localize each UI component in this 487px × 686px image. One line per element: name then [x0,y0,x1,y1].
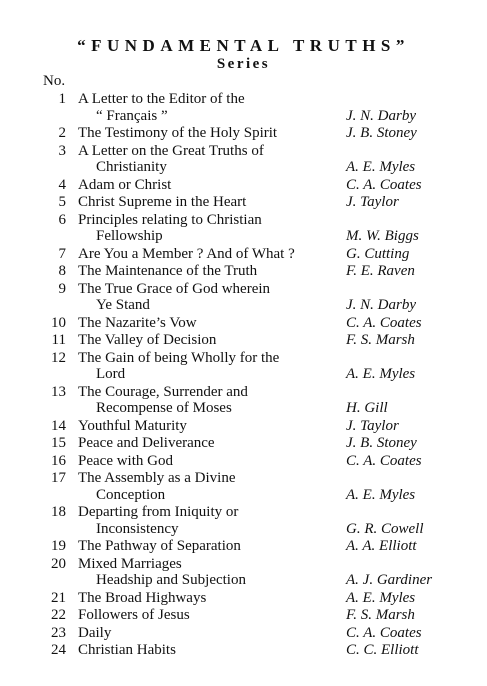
item-number: 19 [51,538,66,554]
item-title-continuation: Ye Stand [96,297,150,313]
list-item [0,642,487,660]
list-item [0,143,487,177]
item-number: 4 [58,176,66,193]
item-number: 6 [58,211,66,228]
list-item [0,470,487,504]
item-number: 9 [58,280,66,297]
list-item [0,418,487,436]
item-number: 14 [51,417,66,434]
item-title: Christian Habits [78,642,176,658]
list-item [0,625,487,643]
item-title: Peace and Deliverance [78,435,215,451]
item-title-continuation: Conception [96,486,166,503]
item-title: The Broad Highways [78,589,207,606]
item-title: Mixed Marriages [78,555,182,572]
number-column-label: No. [43,73,66,89]
item-number: 22 [51,607,66,623]
item-number: 8 [58,263,66,279]
item-title: Christ Supreme in the Heart [78,194,247,210]
list-item [0,590,487,608]
series-subtitle: Series [216,56,271,72]
item-title: The True Grace of God wherein [78,280,271,297]
item-title-continuation: Inconsistency [96,520,179,537]
item-title: Youthful Maturity [78,417,187,434]
publication-list [0,91,487,660]
item-number: 17 [51,470,66,486]
item-number: 20 [51,555,66,572]
item-author: J. Taylor [346,417,399,434]
item-title: Daily [78,624,112,641]
item-author: A. A. Elliott [346,538,417,554]
item-title: The Gain of being Wholly for the [78,349,280,366]
item-title: The Nazarite’s Vow [78,314,197,331]
item-number: 18 [51,504,66,520]
item-title: The Testimony of the Holy Spirit [78,125,278,141]
item-title: The Courage, Surrender and [78,383,248,400]
item-number: 3 [58,142,66,159]
item-number: 13 [51,383,66,400]
series-title: “FUNDAMENTAL TRUTHS” [77,36,410,55]
item-title: Adam or Christ [78,176,172,193]
item-author: C. A. Coates [346,176,422,193]
item-number: 11 [51,332,66,348]
item-author: F. S. Marsh [346,332,415,348]
item-author: A. E. Myles [346,366,416,382]
list-item [0,212,487,246]
list-item [0,125,487,143]
item-title: The Maintenance of the Truth [78,263,258,279]
item-title: Principles relating to Christian [78,211,262,228]
list-item [0,435,487,453]
item-number: 5 [58,194,66,210]
list-item [0,504,487,538]
item-number: 16 [51,452,66,469]
list-item [0,453,487,471]
item-title: Departing from Iniquity or [78,504,239,520]
list-item [0,281,487,315]
item-title: Are You a Member ? And of What ? [78,245,295,262]
list-item [0,538,487,556]
item-author: J. N. Darby [346,297,416,313]
list-item [0,315,487,333]
item-author: C. A. Coates [346,314,422,331]
list-item [0,350,487,384]
item-author: A. E. Myles [346,486,416,503]
item-number: 10 [51,314,66,331]
item-number: 24 [51,642,66,658]
item-title: Peace with God [78,452,173,469]
list-item [0,177,487,195]
item-author: A. E. Myles [346,159,416,175]
item-author: A. E. Myles [346,589,416,606]
item-number: 23 [51,624,66,641]
item-author: A. J. Gardiner [346,572,433,588]
item-title-continuation: Fellowship [96,228,163,244]
item-author: C. C. Elliott [346,642,419,658]
item-number: 1 [58,91,66,107]
item-title-continuation: Christianity [96,159,167,175]
item-author: J. B. Stoney [346,125,417,141]
item-number: 12 [51,349,66,366]
item-title-continuation: Headship and Subjection [96,572,246,588]
item-author: G. R. Cowell [346,520,424,537]
item-author: F. S. Marsh [346,607,415,623]
item-title: The Pathway of Separation [78,538,241,554]
list-item [0,384,487,418]
item-number: 21 [51,589,66,606]
item-title: The Assembly as a Divine [78,470,236,486]
item-title-continuation: “ Français ” [96,107,168,124]
list-item [0,556,487,590]
item-title: A Letter to the Editor of the [78,91,245,107]
item-author: G. Cutting [346,245,410,262]
list-item [0,263,487,281]
item-author: H. Gill [346,400,388,416]
item-title-continuation: Recompense of Moses [96,400,232,416]
item-author: F. E. Raven [346,263,415,279]
list-item [0,246,487,264]
item-author: J. B. Stoney [346,435,417,451]
item-author: C. A. Coates [346,624,422,641]
item-title: Followers of Jesus [78,607,190,623]
list-item [0,607,487,625]
item-author: M. W. Biggs [346,228,419,244]
item-number: 15 [51,435,66,451]
list-item [0,91,487,125]
item-title: A Letter on the Great Truths of [78,142,264,159]
item-title: The Valley of Decision [78,332,217,348]
item-author: J. Taylor [346,194,399,210]
item-number: 2 [58,125,66,141]
item-author: C. A. Coates [346,452,422,469]
item-author: J. N. Darby [346,107,416,124]
item-number: 7 [58,245,66,262]
item-title-continuation: Lord [96,366,126,382]
list-item [0,194,487,212]
list-item [0,332,487,350]
